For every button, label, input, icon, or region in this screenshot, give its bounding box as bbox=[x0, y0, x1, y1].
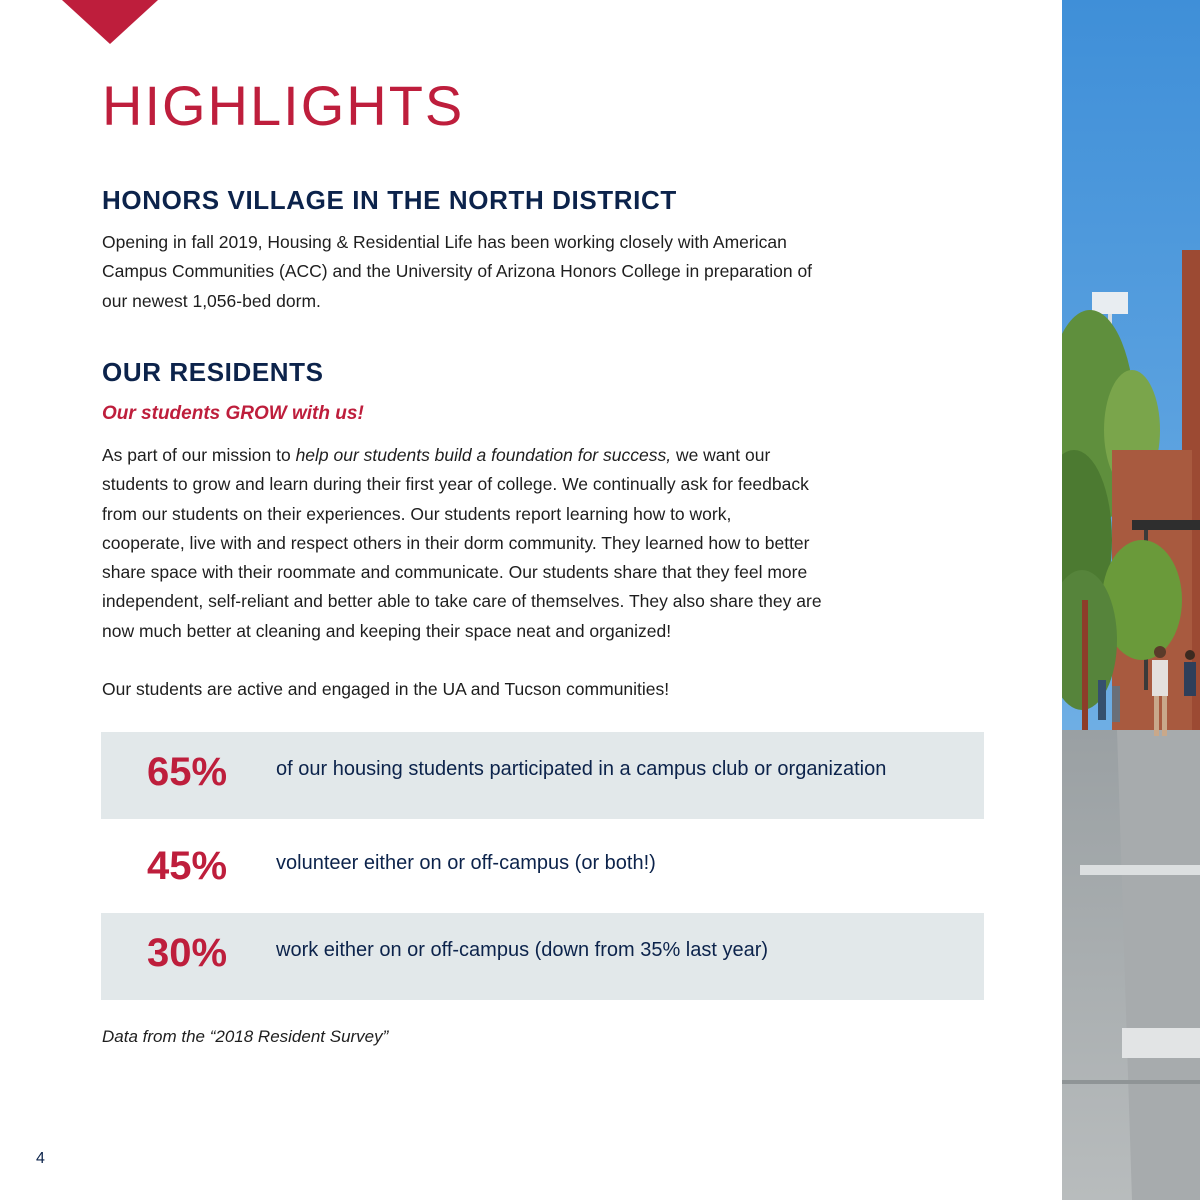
paragraph-line: students to grow and learn during their first year of college. We continually ask for feedback bbox=[102, 474, 809, 495]
paragraph-line: now much better at cleaning and keeping their space neat and organized! bbox=[102, 620, 672, 641]
page-title: HIGHLIGHTS bbox=[102, 74, 465, 137]
stat-description: of our housing students participated in a campus club or organization bbox=[276, 758, 887, 780]
corner-triangle-mark bbox=[62, 0, 158, 44]
mission-emphasis: help our students build a foundation for success, bbox=[295, 445, 672, 465]
paragraph-line: share space with their roommate and communicate. Our students share that they feel more bbox=[102, 562, 808, 583]
stat-value: 65% bbox=[147, 750, 228, 794]
paragraph-line: cooperate, live with and respect others in their dorm community. They learned how to better bbox=[102, 532, 810, 553]
paragraph-lead-rest: we want our bbox=[671, 445, 771, 465]
paragraph-lead: As part of our mission to bbox=[102, 445, 296, 465]
paragraph-line: Opening in fall 2019, Housing & Residential Life has been working closely with American bbox=[102, 232, 787, 252]
page-number: 4 bbox=[36, 1150, 45, 1167]
campus-walkway-photo bbox=[1062, 0, 1200, 1200]
stat-value: 30% bbox=[147, 931, 228, 975]
stat-row-work bbox=[101, 913, 984, 1000]
engagement-paragraph: Our students are active and engaged in the UA and Tucson communities! bbox=[102, 679, 670, 699]
paragraph-line: Campus Communities (ACC) and the University of Arizona Honors College in preparation of bbox=[102, 261, 813, 282]
survey-source-note: Data from the “2018 Resident Survey” bbox=[102, 1027, 389, 1046]
stat-row-volunteer bbox=[101, 826, 984, 913]
paragraph-line: from our students on their experiences. Our students report learning how to work, bbox=[102, 503, 732, 524]
stat-description: volunteer either on or off-campus (or both!) bbox=[276, 852, 656, 874]
section-heading-honors-village: HONORS VILLAGE IN THE NORTH DISTRICT bbox=[102, 185, 677, 215]
residents-paragraph bbox=[102, 441, 822, 646]
honors-village-paragraph bbox=[102, 228, 812, 316]
paragraph-line: our newest 1,056-bed dorm. bbox=[102, 290, 321, 311]
stat-description: work either on or off-campus (down from 35% last year) bbox=[276, 939, 769, 961]
stat-value: 45% bbox=[147, 844, 228, 888]
section-heading-our-residents: OUR RESIDENTS bbox=[102, 357, 324, 387]
paragraph-line: independent, self-reliant and better able to take care of themselves. They also share they are bbox=[102, 591, 822, 612]
stat-row-club-participation bbox=[101, 732, 984, 819]
residents-tagline: Our students GROW with us! bbox=[102, 403, 364, 424]
